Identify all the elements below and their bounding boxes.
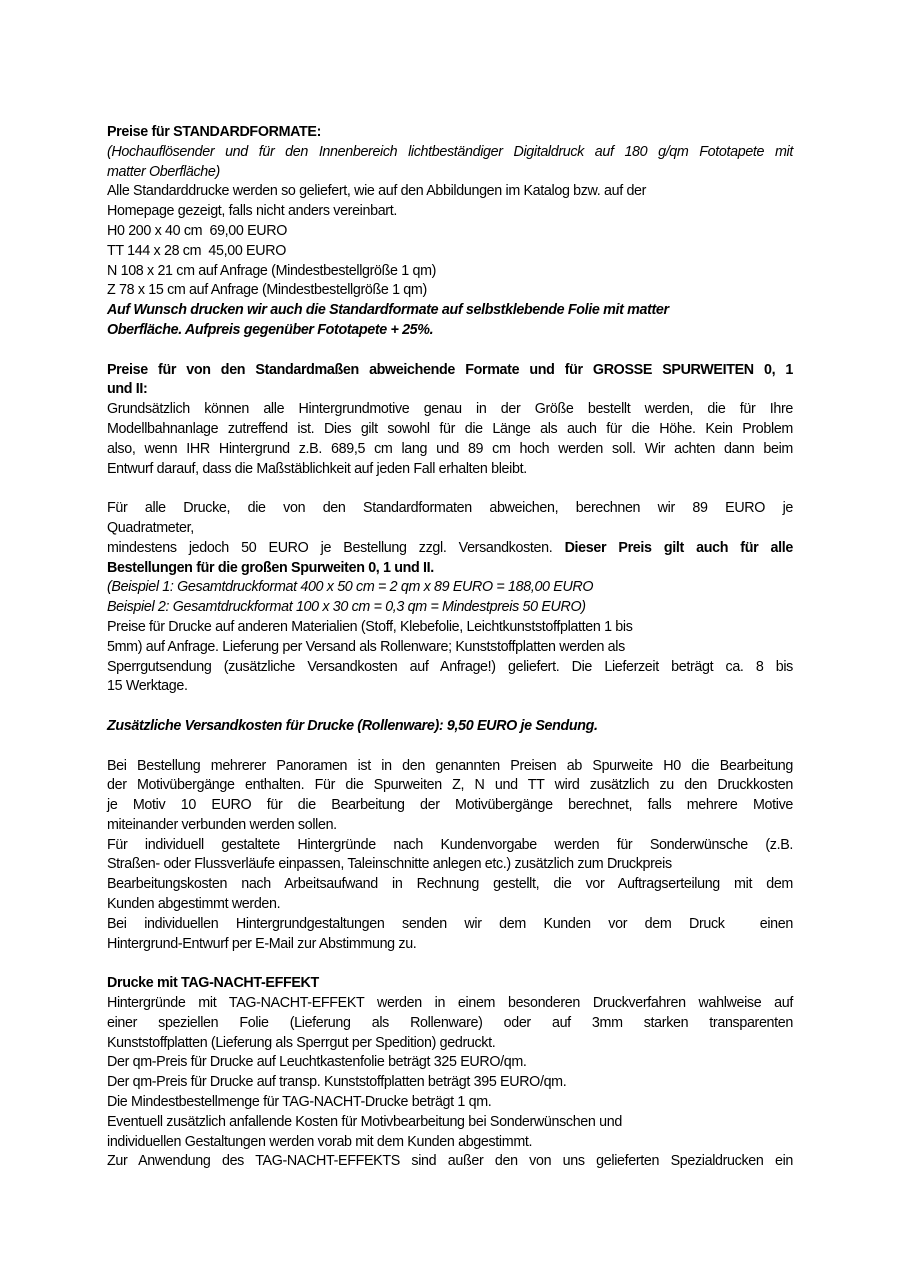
text-line: miteinander verbunden werden sollen. [107, 816, 337, 833]
section-heading-tag-nacht: Drucke mit TAG-NACHT-EFFEKT [107, 975, 319, 992]
price-kunststoffplatten: Der qm-Preis für Drucke auf transp. Kunststoffplatten beträgt 395 EURO/qm. [107, 1074, 567, 1091]
text-line: Kunststoffplatten (Lieferung als Sperrgut per Spedition) gedruckt. [107, 1034, 496, 1051]
text-line: Quadratmeter, [107, 519, 194, 536]
versandkosten-line: Zusätzliche Versandkosten für Drucke (Rollenware): 9,50 EURO je Sendung. [107, 717, 598, 734]
text-line: also, wenn IHR Hintergrund z.B. 689,5 cm lang und 89 cm hoch werden soll. Wir achten dann beim [107, 440, 793, 457]
price-line-tt: TT 144 x 28 cm 45,00 EURO [107, 242, 286, 259]
text-line: Entwurf darauf, dass die Maßstäblichkeit auf jeden Fall erhalten bleibt. [107, 460, 527, 477]
blank-line [107, 479, 793, 499]
price-line-h0: H0 200 x 40 cm 69,00 EURO [107, 222, 288, 239]
text-line: Straßen- oder Flussverläufe einpassen, Taleinschnitte anlegen etc.) zusätzlich zum Druckpreis [107, 856, 672, 873]
text-line: individuellen Gestaltungen werden vorab mit dem Kunden abgestimmt. [107, 1133, 533, 1150]
text-line: matter Oberfläche) [107, 163, 220, 180]
section-heading-standardformate: Preise für STANDARDFORMATE: [107, 124, 322, 140]
text-line: 15 Werktage. [107, 678, 188, 695]
price-line-z: Z 78 x 15 cm auf Anfrage (Mindestbestellgröße 1 qm) [107, 282, 427, 299]
text-line: (Hochauflösender und für den Innenbereich lichtbeständiger Digitaldruck auf 180 g/qm Fototapete mit [107, 143, 793, 160]
text-line: Kunden abgestimmt werden. [107, 896, 281, 913]
text-line: Bestellungen für die großen Spurweiten 0, 1 und II. [107, 559, 434, 576]
text-line: Homepage gezeigt, falls nicht anders vereinbart. [107, 203, 397, 220]
text-line: Alle Standarddrucke werden so geliefert, wie auf den Abbildungen im Katalog bzw. auf der [107, 183, 647, 200]
text-line: Bei Bestellung mehrerer Panoramen ist in den genannten Preisen ab Spurweite H0 die Bearbeitung [107, 757, 793, 774]
text-line: Auf Wunsch drucken wir auch die Standardformate auf selbstklebende Folie mit matter [107, 302, 669, 319]
blank-line [107, 737, 793, 757]
text-line: je Motiv 10 EURO für die Bearbeitung der Motivübergänge berechnet, falls mehrere Motive [107, 797, 793, 814]
text-line: Sperrgutsendung (zusätzliche Versandkosten auf Anfrage!) geliefert. Die Lieferzeit beträgt ca. 8 bis [107, 658, 793, 675]
text-line: Eventuell zusätzlich anfallende Kosten für Motivbearbeitung bei Sonderwünschen und [107, 1113, 622, 1130]
text-line: Hintergründe mit TAG-NACHT-EFFEKT werden in einem besonderen Druckverfahren wahlweise auf [107, 995, 793, 1012]
text-line: Zur Anwendung des TAG-NACHT-EFFEKTS sind außer den von uns gelieferten Spezialdrucken ein [107, 1153, 793, 1170]
text-line: mindestens jedoch 50 EURO je Bestellung zzgl. Versandkosten. Dieser Preis gilt auch für alle [107, 539, 793, 556]
text-line: Grundsätzlich können alle Hintergrundmotive genau in der Größe bestellt werden, die für Ihre [107, 401, 793, 418]
text-line: Modellbahnanlage zutreffend ist. Dies gilt sowohl für die Länge als auch für die Höhe. Kein Problem [107, 420, 793, 437]
blank-line [107, 954, 793, 974]
text-line: Oberfläche. Aufpreis gegenüber Fototapete + 25%. [107, 321, 434, 338]
mindestbestellmenge: Die Mindestbestellmenge für TAG-NACHT-Drucke beträgt 1 qm. [107, 1094, 492, 1111]
price-line-n: N 108 x 21 cm auf Anfrage (Mindestbestellgröße 1 qm) [107, 262, 437, 279]
section-heading-abweichende-formate: Preise für von den Standardmaßen abweichende Formate und für GROSSE SPURWEITEN 0, 1 [107, 361, 793, 378]
section-heading-abweichende-formate-2: und II: [107, 381, 148, 398]
beispiel-1: (Beispiel 1: Gesamtdruckformat 400 x 50 cm = 2 qm x 89 EURO = 188,00 EURO [107, 579, 594, 596]
text-line: Bei individuellen Hintergrundgestaltungen senden wir dem Kunden vor dem Druck einen [107, 915, 793, 932]
text-line: Für alle Drucke, die von den Standardformaten abweichen, berechnen wir 89 EURO je [107, 500, 793, 517]
text-line: der Motivübergänge enthalten. Für die Spurweiten Z, N und TT wird zusätzlich zu den Druckkosten [107, 777, 793, 794]
blank-line [107, 341, 793, 361]
price-leuchtkastenfolie: Der qm-Preis für Drucke auf Leuchtkastenfolie beträgt 325 EURO/qm. [107, 1054, 527, 1071]
text-line: Preise für Drucke auf anderen Materialien (Stoff, Klebefolie, Leichtkunststoffplatten 1 bis [107, 618, 633, 635]
text-line: Hintergrund-Entwurf per E-Mail zur Abstimmung zu. [107, 935, 417, 952]
blank-line [107, 697, 793, 717]
text-line: einer speziellen Folie (Lieferung als Rollenware) oder auf 3mm starken transparenten [107, 1014, 793, 1031]
text-line: Für individuell gestaltete Hintergründe nach Kundenvorgabe werden für Sonderwünsche (z.B. [107, 836, 793, 853]
text-line: Bearbeitungskosten nach Arbeitsaufwand in Rechnung gestellt, die vor Auftragserteilung mit dem [107, 876, 793, 893]
document-content [107, 123, 793, 1172]
beispiel-2: Beispiel 2: Gesamtdruckformat 100 x 30 cm = 0,3 qm = Mindestpreis 50 EURO) [107, 599, 586, 616]
text-line: 5mm) auf Anfrage. Lieferung per Versand als Rollenware; Kunststoffplatten werden als [107, 638, 625, 655]
